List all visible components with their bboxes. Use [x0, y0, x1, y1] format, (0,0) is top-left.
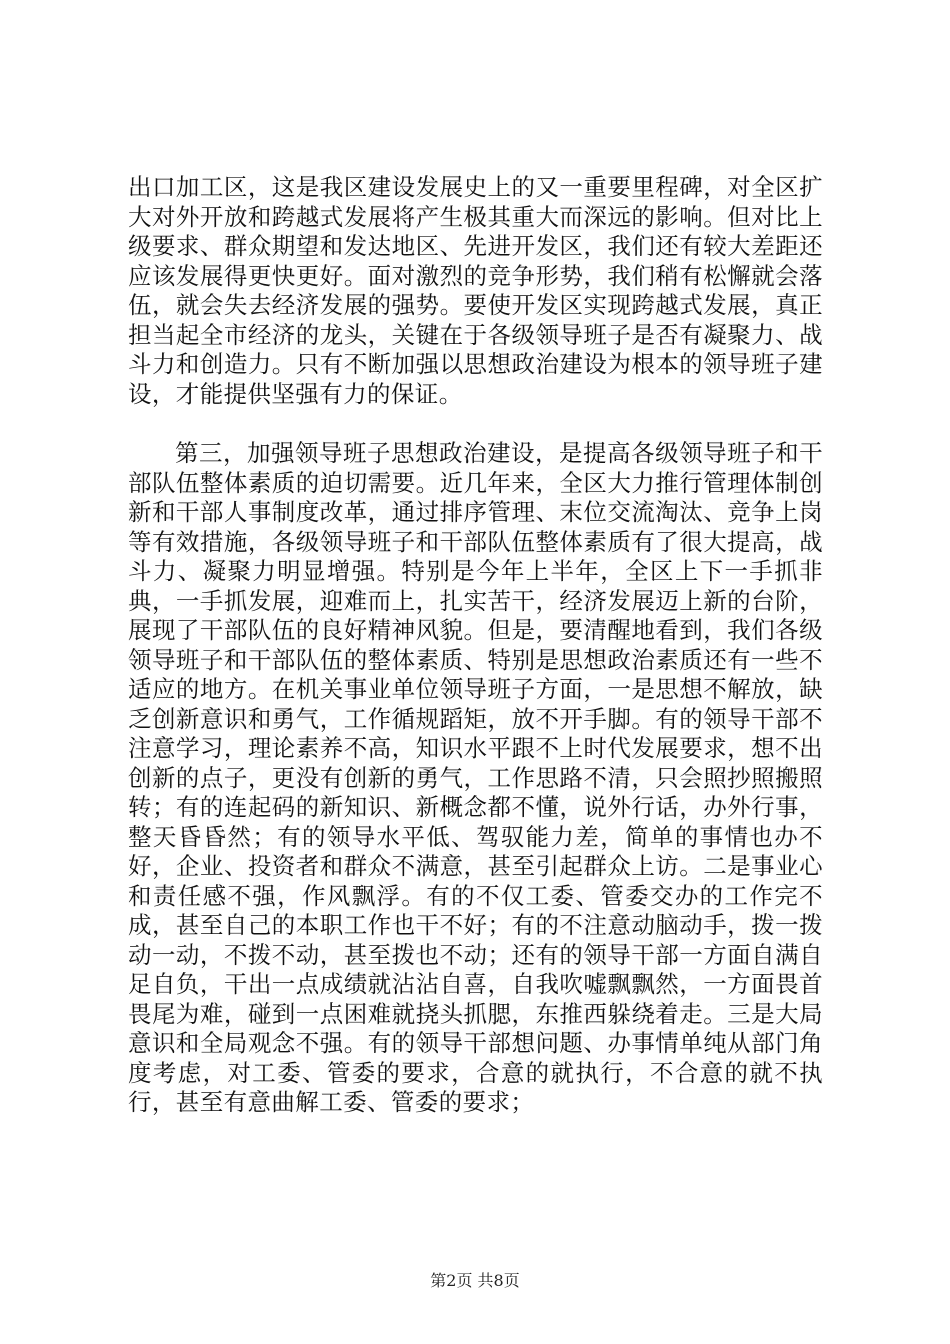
- paragraph-continuation: 出口加工区，这是我区建设发展史上的又一重要里程碑，对全区扩大对外开放和跨越式发展将产生极其重大而深远的影响。但对比上级要求、群众期望和发达地区、先进开发区，我们还有较大差距还应该发展得更快更好。面对激烈的竞争形势，我们稍有松懈就会落伍，就会失去经济发展的强势。要使开发区实现跨越式发展，真正担当起全市经济的龙头，关键在于各级领导班子是否有凝聚力、战斗力和创造力。只有不断加强以思想政治建设为根本的领导班子建设，才能提供坚强有力的保证。: [128, 173, 823, 408]
- paragraph-spacer: [128, 409, 823, 439]
- paragraph-third-point: 第三，加强领导班子思想政治建设，是提高各级领导班子和干部队伍整体素质的迫切需要。近几年来，全区大力推行管理体制创新和干部人事制度改革，通过排序管理、末位交流淘汰、竞争上岗等有效措施，各级领导班子和干部队伍整体素质有了很大提高，战斗力、凝聚力明显增强。特别是今年上半年，全区上下一手抓非典，一手抓发展，迎难而上，扎实苦干，经济发展迈上新的台阶，展现了干部队伍的良好精神风貌。但是，要清醒地看到，我们各级领导班子和干部队伍的整体素质、特别是思想政治素质还有一些不适应的地方。在机关事业单位领导班子方面，一是思想不解放，缺乏创新意识和勇气，工作循规蹈矩，放不开手脚。有的领导干部不注意学习，理论素养不高，知识水平跟不上时代发展要求，想不出创新的点子，更没有创新的勇气，工作思路不清，只会照抄照搬照转；有的连起码的新知识、新概念都不懂，说外行话，办外行事，整天昏昏然；有的领导水平低、驾驭能力差，简单的事情也办不好，企业、投资者和群众不满意，甚至引起群众上访。二是事业心和责任感不强，作风飘浮。有的不仅工委、管委交办的工作完不成，甚至自己的本职工作也干不好；有的不注意动脑动手，拨一拨动一动，不拨不动，甚至拨也不动；还有的领导干部一方面自满自足自负，干出一点成绩就沾沾自喜，自我吹嘘飘飘然，一方面畏首畏尾为难，碰到一点困难就挠头抓腮，东推西躲绕着走。三是大局意识和全局观念不强。有的领导干部想问题、办事情单纯从部门角度考虑，对工委、管委的要求，合意的就执行，不合意的就不执行，甚至有意曲解工委、管委的要求；: [128, 439, 823, 1116]
- document-body: [128, 173, 823, 1118]
- page-footer: 第2页 共8页: [430, 1271, 520, 1290]
